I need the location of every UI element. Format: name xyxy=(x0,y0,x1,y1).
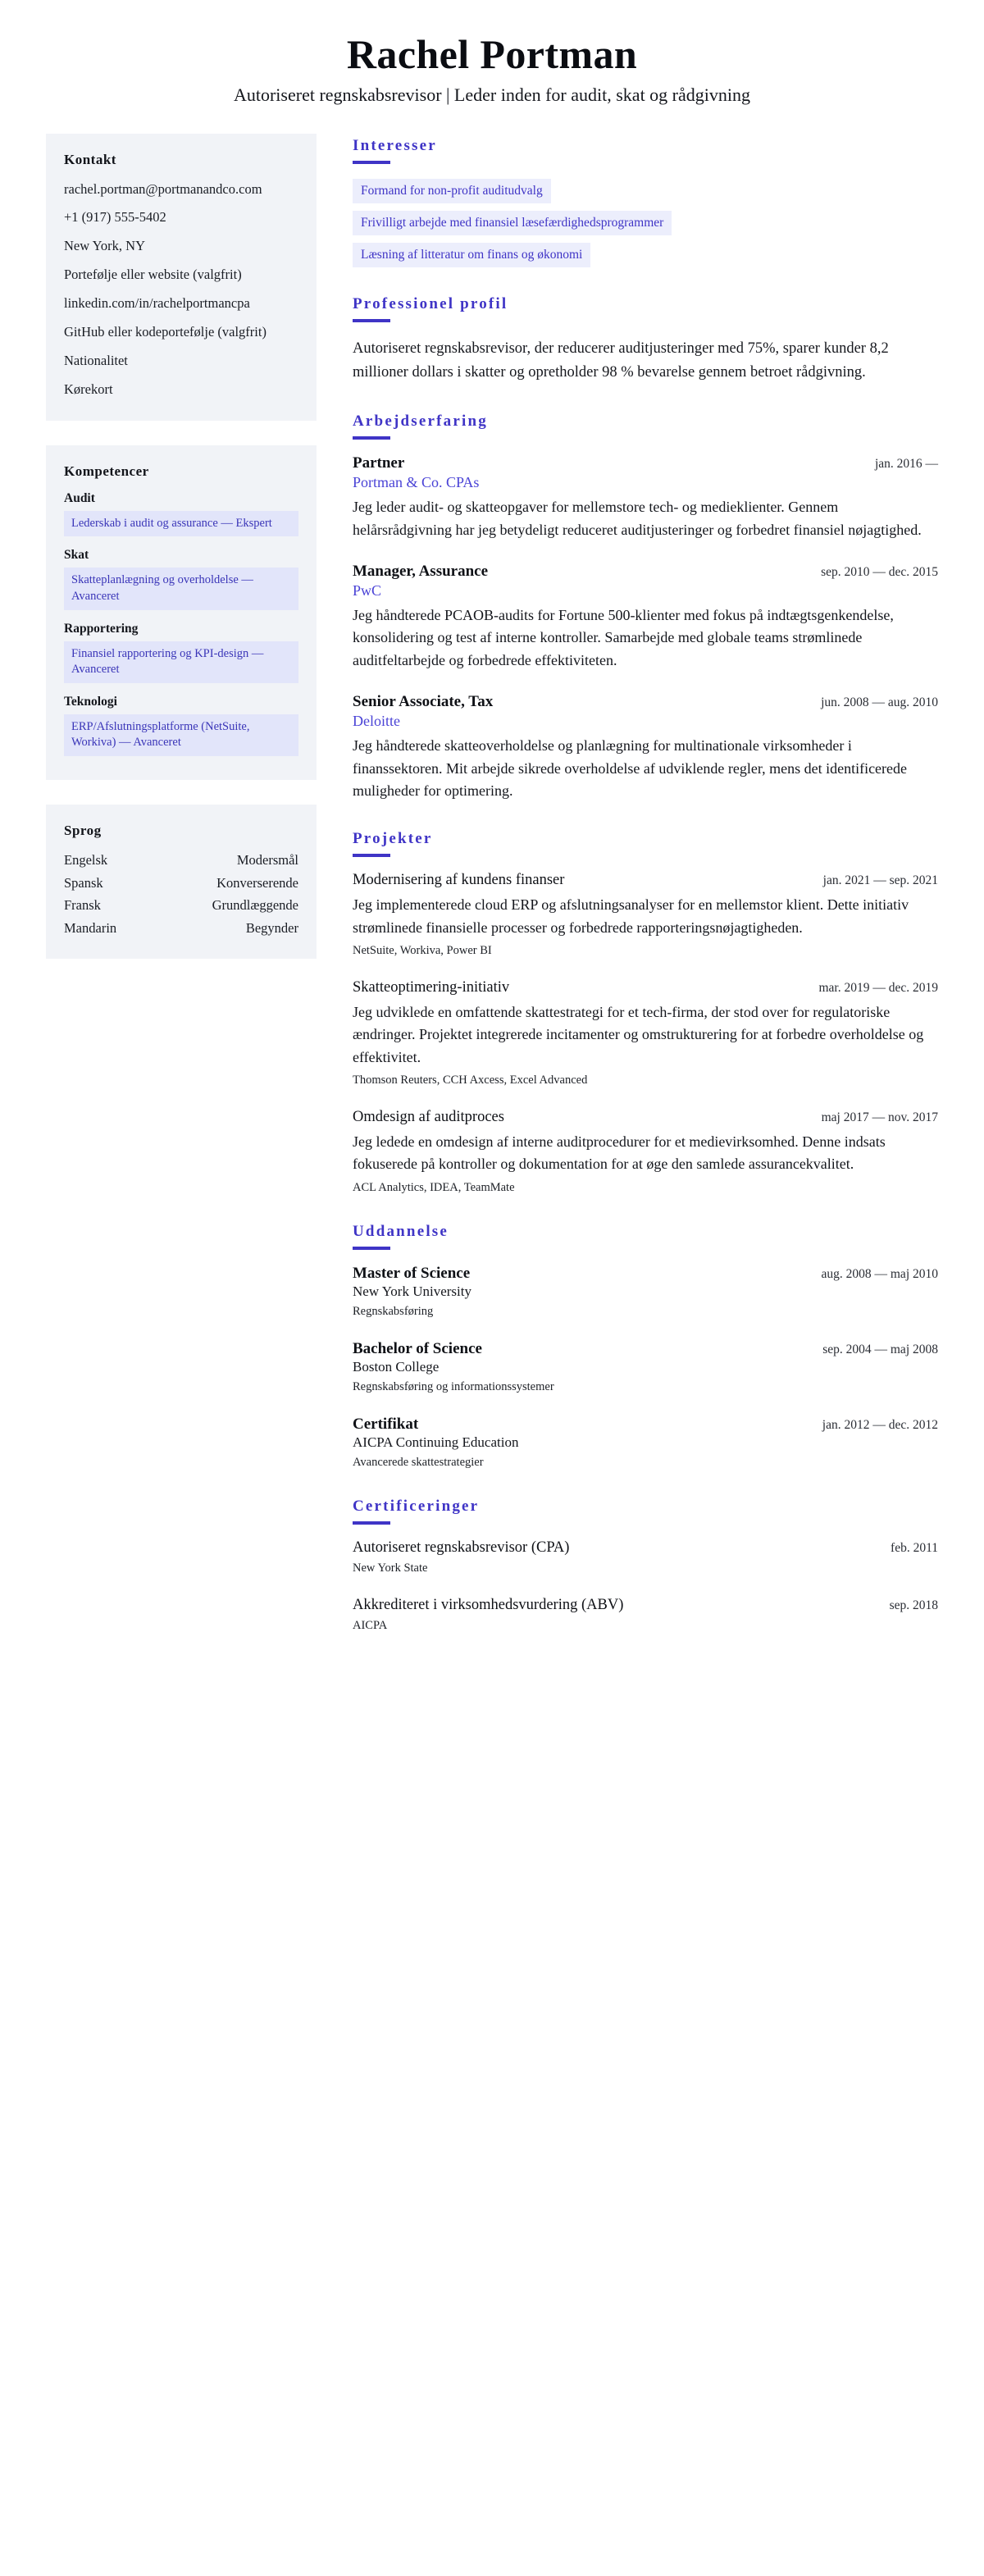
entry-title: Akkrediteret i virksomhedsvurdering (ABV) xyxy=(353,1596,624,1613)
language-row xyxy=(64,850,298,871)
section-rule xyxy=(353,319,390,322)
resume-header xyxy=(46,33,938,106)
entry-title: Partner xyxy=(353,454,405,472)
contact-line: Portefølje eller website (valgfrit) xyxy=(64,267,242,283)
entry-title: Certifikat xyxy=(353,1415,419,1433)
skill-group-name: Skat xyxy=(64,548,89,563)
entry-description: Jeg implementerede cloud ERP og afslutningsanalyser for en mellemstor klient. Dette initiativ strømlinede finansielle processer og forbedrede rapporteringsnøjagtigheden. xyxy=(353,896,909,936)
language-level: Begynder xyxy=(245,920,298,937)
skill-chip: ERP/Afslutningsplatforme (NetSuite, Workiva) — Avanceret xyxy=(64,714,298,756)
entry-date: sep. 2018 xyxy=(889,1598,938,1612)
entry-school: Boston College xyxy=(353,1358,440,1375)
entry-date: jan. 2012 — dec. 2012 xyxy=(822,1417,938,1432)
skill-group-name: Audit xyxy=(64,490,95,505)
language-row xyxy=(64,873,298,894)
entry-header xyxy=(353,979,938,996)
interest-tag: Formand for non-profit auditudvalg xyxy=(353,179,551,203)
skills-card xyxy=(46,445,317,780)
language-name: Fransk xyxy=(64,897,101,914)
entry-title: Senior Associate, Tax xyxy=(353,693,494,711)
entry xyxy=(353,1416,938,1470)
entry xyxy=(353,1539,938,1575)
entry xyxy=(353,1597,938,1633)
skill-group xyxy=(64,695,298,756)
entry-organization: Portman & Co. CPAs xyxy=(353,474,480,491)
entry-header xyxy=(353,1416,938,1434)
entry-organization: PwC xyxy=(353,582,382,600)
entry-issuer: AICPA xyxy=(353,1618,388,1632)
entry-header xyxy=(353,1597,938,1614)
skill-group xyxy=(64,548,298,609)
section-heading-experience: Arbejdserfaring xyxy=(353,413,488,431)
entry-header xyxy=(353,1539,938,1557)
skill-chip: Lederskab i audit og assurance — Ekspert xyxy=(64,511,298,537)
entry-title: Omdesign af auditproces xyxy=(353,1109,504,1126)
contact-line: Nationalitet xyxy=(64,353,128,369)
entry-header xyxy=(353,1265,938,1283)
entry xyxy=(353,693,938,802)
section-interests xyxy=(353,137,938,267)
resume-body xyxy=(46,134,938,1661)
entry-description: Jeg håndterede skatteoverholdelse og planlægning for multinationale virksomheder i finanssektoren. Mit arbejde sikrede overholdelse af udviklende regler, mens det identificerede muligheder for optimering. xyxy=(353,737,908,799)
interest-tag: Læsning af litteratur om finans og økonomi xyxy=(353,243,590,267)
entry-date: mar. 2019 — dec. 2019 xyxy=(818,980,938,995)
language-row xyxy=(64,919,298,939)
contact-title: Kontakt xyxy=(64,151,116,167)
contact-card xyxy=(46,134,317,421)
entry-header xyxy=(353,454,938,472)
skills-groups xyxy=(64,491,298,756)
entry-title: Bachelor of Science xyxy=(353,1339,482,1357)
languages-list xyxy=(64,850,298,939)
section-rule xyxy=(353,161,390,164)
entry-tools: Thomson Reuters, CCH Axcess, Excel Advanced xyxy=(353,1074,588,1087)
entry xyxy=(353,1340,938,1394)
language-name: Mandarin xyxy=(64,920,117,937)
entry xyxy=(353,454,938,541)
entry-field: Regnskabsføring xyxy=(353,1304,434,1318)
entry-field: Avancerede skattestrategier xyxy=(353,1455,484,1469)
section-heading-profile: Professionel profil xyxy=(353,294,508,312)
section-heading-projects: Projekter xyxy=(353,830,433,848)
section-education xyxy=(353,1223,938,1470)
section-certifications xyxy=(353,1498,938,1633)
skill-group-name: Teknologi xyxy=(64,694,117,709)
section-projects xyxy=(353,830,938,1195)
entry-date: jan. 2021 — sep. 2021 xyxy=(822,873,938,888)
entry xyxy=(353,563,938,672)
contact-list xyxy=(64,180,298,399)
interest-tag-list xyxy=(353,179,938,267)
entry-header xyxy=(353,1340,938,1358)
contact-line: New York, NY xyxy=(64,238,146,254)
entry-date: sep. 2004 — maj 2008 xyxy=(822,1342,938,1356)
contact-line: linkedin.com/in/rachelportmancpa xyxy=(64,295,250,312)
section-rule xyxy=(353,1247,390,1250)
section-rule xyxy=(353,854,390,857)
entry-title: Skatteoptimering-initiativ xyxy=(353,978,510,996)
section-rule xyxy=(353,1521,390,1525)
entry-date: aug. 2008 — maj 2010 xyxy=(821,1266,938,1281)
experience-list xyxy=(353,454,938,802)
entry-description: Jeg håndterede PCAOB-audits for Fortune 500-klienter med fokus på indtægtsgenkendelse, konsolidering og test af interne kontroller. Samarbejde med globale teams strømlinede auditfeltarbejde og forbedrede effektiviteten. xyxy=(353,607,894,668)
certifications-list xyxy=(353,1539,938,1633)
section-rule xyxy=(353,436,390,440)
education-list xyxy=(353,1265,938,1470)
entry xyxy=(353,979,938,1087)
entry xyxy=(353,1109,938,1195)
skill-group-name: Rapportering xyxy=(64,621,139,636)
interest-tag: Frivilligt arbejde med finansiel læsefærdighedsprogrammer xyxy=(353,211,672,235)
skill-chip: Skatteplanlægning og overholdelse — Avanceret xyxy=(64,568,298,609)
entry-header xyxy=(353,872,938,889)
contact-line: rachel.portman@portmanandco.com xyxy=(64,180,262,197)
languages-card xyxy=(46,805,317,959)
skills-title: Kompetencer xyxy=(64,463,149,479)
skill-group xyxy=(64,622,298,683)
entry-issuer: New York State xyxy=(353,1561,428,1575)
entry-header xyxy=(353,563,938,581)
entry-title: Manager, Assurance xyxy=(353,563,489,581)
entry-title: Autoriseret regnskabsrevisor (CPA) xyxy=(353,1539,570,1556)
entry-description: Jeg ledede en omdesign af interne auditprocedurer for et medievirksomhed. Denne indsats fokuserede på kontroller og dokumentation for at øge den samlede assurancekvalitet. xyxy=(353,1133,886,1173)
entry-school: AICPA Continuing Education xyxy=(353,1434,519,1450)
language-level: Modersmål xyxy=(236,851,298,868)
entry-date: jun. 2008 — aug. 2010 xyxy=(821,695,938,710)
candidate-name: Rachel Portman xyxy=(346,31,638,77)
entry-tools: ACL Analytics, IDEA, TeamMate xyxy=(353,1180,515,1194)
entry-school: New York University xyxy=(353,1283,472,1299)
contact-line: +1 (917) 555-5402 xyxy=(64,209,166,226)
entry-header xyxy=(353,1109,938,1126)
section-experience xyxy=(353,413,938,802)
entry-description: Jeg leder audit- og skatteopgaver for mellemstore tech- og medieklienter. Gennem helårsrådgivning har jeg betydeligt reduceret auditjusteringer og forbedret finansiel nøjagtighed. xyxy=(353,499,922,538)
language-name: Engelsk xyxy=(64,851,108,868)
entry-date: jan. 2016 — xyxy=(874,457,938,472)
entry-title: Master of Science xyxy=(353,1264,471,1282)
language-level: Konverserende xyxy=(216,874,298,891)
contact-line: Kørekort xyxy=(64,381,113,397)
section-heading-education: Uddannelse xyxy=(353,1222,449,1240)
skill-group xyxy=(64,491,298,537)
entry-header xyxy=(353,693,938,711)
main-column xyxy=(353,134,938,1661)
entry-date: sep. 2010 — dec. 2015 xyxy=(821,565,938,580)
entry-date: maj 2017 — nov. 2017 xyxy=(821,1110,938,1125)
language-row xyxy=(64,896,298,916)
language-name: Spansk xyxy=(64,874,103,891)
languages-title: Sprog xyxy=(64,822,102,838)
entry-description: Jeg udviklede en omfattende skattestrategi for et tech-firma, der stod over for regulatoriske ændringer. Projektet integrerede incitamenter og omstrukturering for at forbedre overholdelse og effektivitet. xyxy=(353,1003,924,1065)
entry-date: feb. 2011 xyxy=(891,1540,938,1555)
section-profile xyxy=(353,295,938,385)
entry xyxy=(353,1265,938,1319)
entry-title: Modernisering af kundens finanser xyxy=(353,872,565,889)
entry-organization: Deloitte xyxy=(353,713,400,730)
entry xyxy=(353,872,938,958)
entry-tools: NetSuite, Workiva, Power BI xyxy=(353,943,492,957)
entry-field: Regnskabsføring og informationssystemer xyxy=(353,1379,554,1393)
language-level: Grundlæggende xyxy=(212,897,298,914)
skill-chip: Finansiel rapportering og KPI-design — Avanceret xyxy=(64,641,298,683)
candidate-headline: Autoriseret regnskabsrevisor | Leder inden for audit, skat og rådgivning xyxy=(233,84,750,105)
section-heading-certifications: Certificeringer xyxy=(353,1497,480,1515)
contact-line: GitHub eller kodeportefølje (valgfrit) xyxy=(64,324,266,340)
section-heading-interests: Interesser xyxy=(353,136,437,154)
projects-list xyxy=(353,872,938,1195)
sidebar xyxy=(46,134,317,983)
profile-summary: Autoriseret regnskabsrevisor, der reducerer auditjusteringer med 75%, sparer kunder 8,2 millioner dollars i skatter og opretholder 98 % bevarelse gennem betroet rådgivning. xyxy=(353,340,889,381)
